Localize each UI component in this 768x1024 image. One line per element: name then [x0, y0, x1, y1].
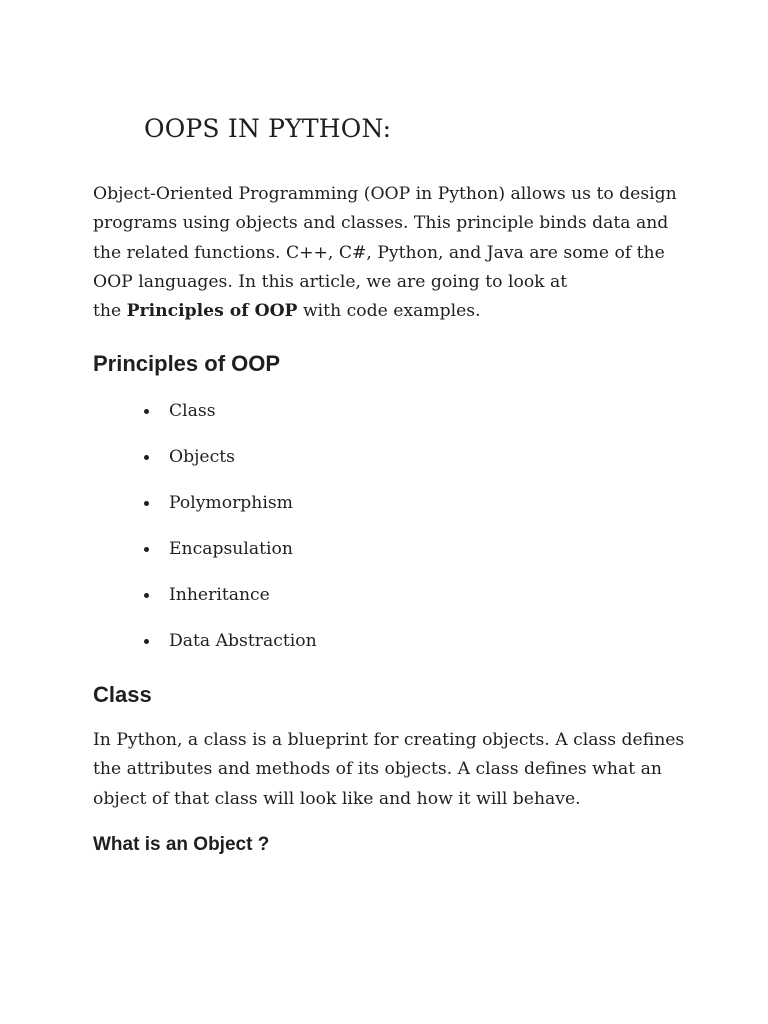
bullet-icon [144, 455, 149, 460]
principles-heading: Principles of OOP [93, 351, 281, 376]
intro-bold-phrase: Principles of OOP [126, 301, 298, 322]
class-heading: Class [93, 682, 152, 707]
bullet-icon [144, 593, 149, 598]
list-item-label: Objects [169, 447, 235, 467]
intro-last-line-prefix: the [93, 301, 127, 322]
bullet-icon [144, 409, 149, 414]
list-item-label: Encapsulation [169, 539, 293, 559]
list-item-label: Polymorphism [169, 493, 293, 513]
bullet-icon [144, 547, 149, 552]
list-item-label: Data Abstraction [169, 631, 317, 651]
page-title: OOPS IN PYTHON: [144, 114, 392, 143]
object-heading: What is an Object ? [93, 834, 270, 855]
class-paragraph [93, 726, 713, 814]
intro-line: programs using objects and classes. This principle binds data and [93, 213, 669, 234]
class-paragraph-line: object of that class will look like and how it will behave. [93, 788, 581, 809]
intro-last-line [93, 297, 693, 326]
list-item-label: Inheritance [169, 585, 270, 605]
intro-line: the related functions. C++, C#, Python, and Java are some of the [93, 242, 665, 263]
class-paragraph-line: In Python, a class is a blueprint for creating objects. A class defines [93, 730, 685, 750]
intro-line: Object-Oriented Programming (OOP in Python) allows us to design [93, 184, 677, 204]
class-paragraph-line: the attributes and methods of its objects. A class defines what an [93, 759, 662, 780]
bullet-icon [144, 501, 149, 506]
intro-paragraph [93, 180, 693, 326]
list-item-label: Class [169, 401, 216, 421]
bullet-icon [144, 639, 149, 644]
intro-last-line-suffix: with code examples. [297, 301, 481, 322]
intro-line: OOP languages. In this article, we are going to look at [93, 271, 568, 292]
